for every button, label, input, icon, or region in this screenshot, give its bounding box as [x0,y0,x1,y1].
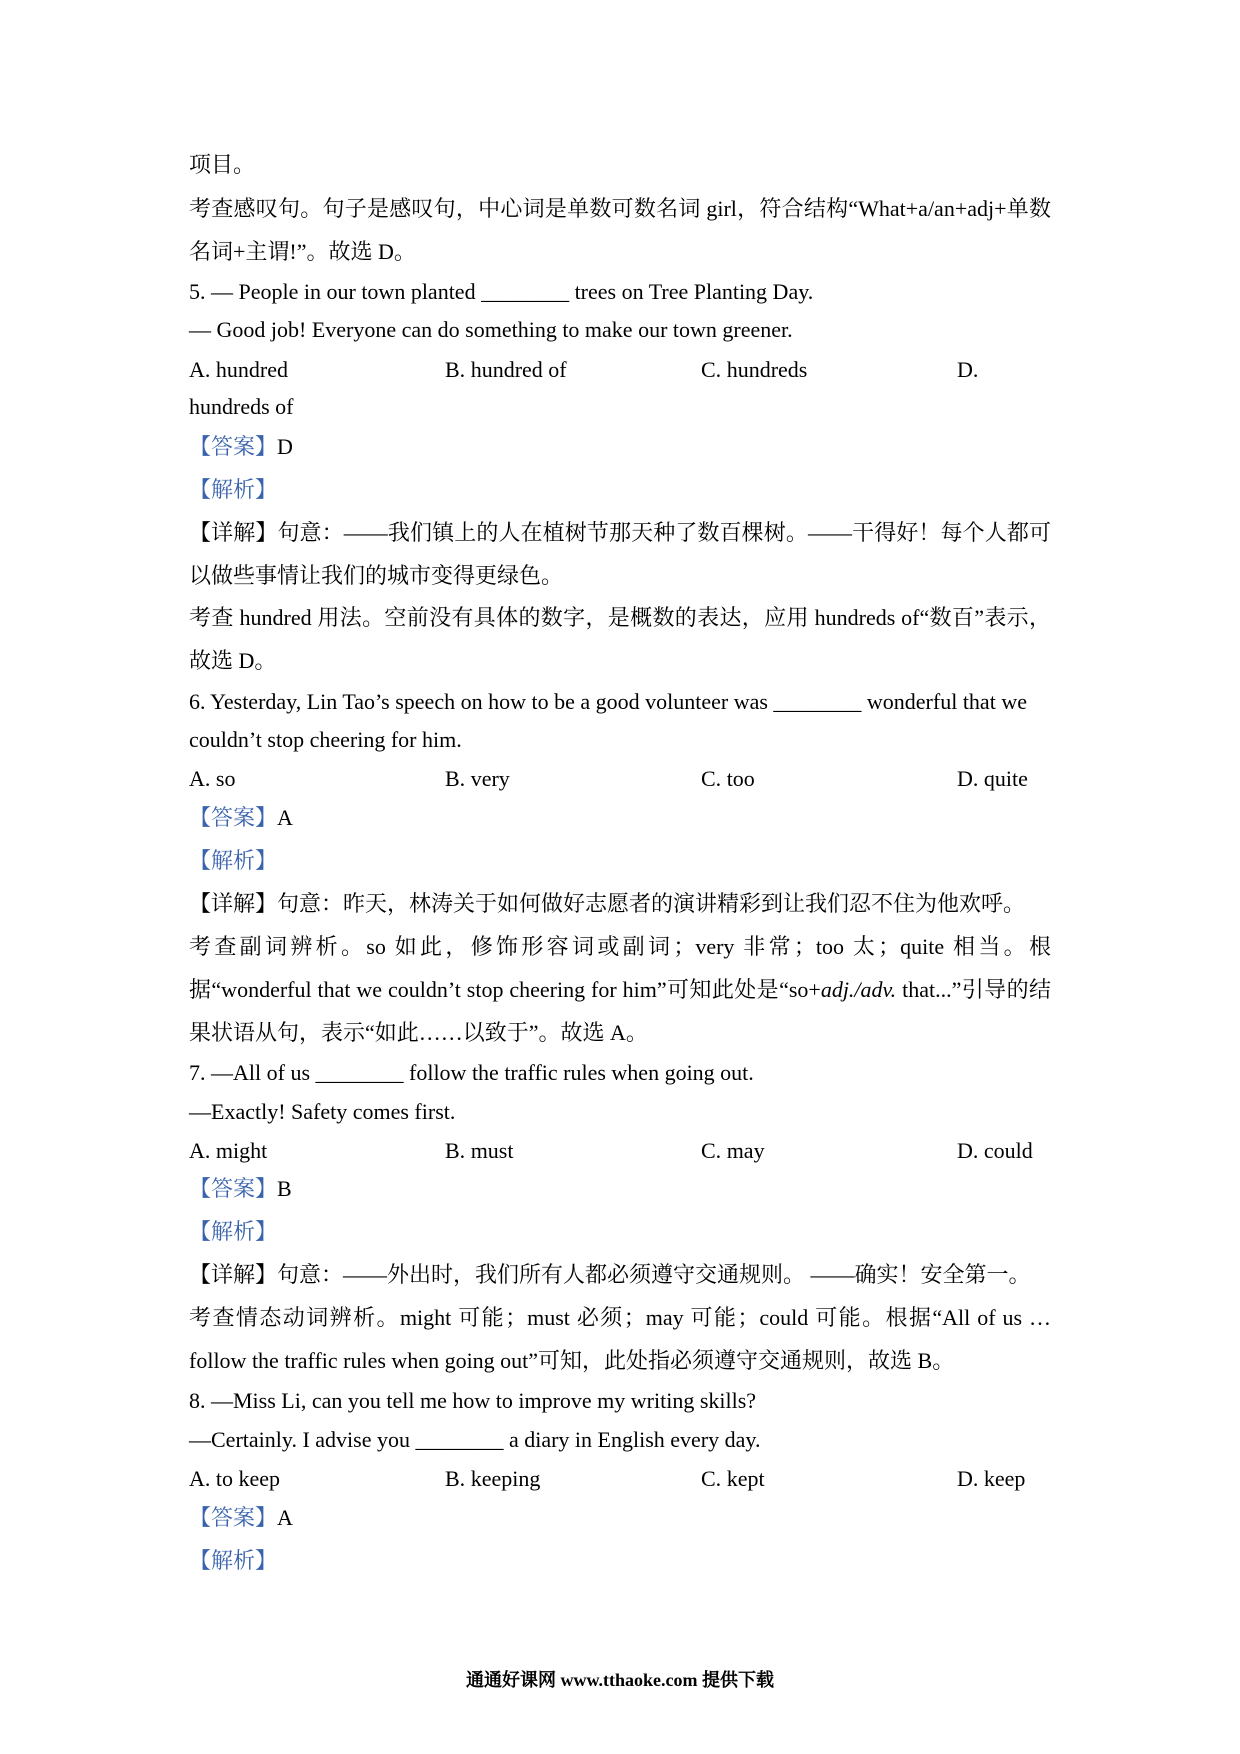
option-text: might [215,1138,268,1163]
option-text: must [470,1138,514,1163]
option-label: B. [445,766,466,791]
option-d [957,1138,1033,1163]
option-text: hundred [215,357,288,382]
question-5-answer [189,425,1051,468]
question-7-answer [189,1167,1051,1210]
option-label: C. [701,766,722,791]
option-label: C. [701,1138,722,1163]
option-label: B. [445,1138,466,1163]
option-label: B. [445,1466,466,1491]
continuation-analysis: 考查感叹句。句子是感叹句，中心词是单数可数名词 girl，符合结构“What+a/an+adj+单数名词+主谓!”。故选 D。 [189,196,1051,264]
option-label: C. [701,1466,722,1491]
option-label: B. [445,357,466,382]
option-label: A. [189,1138,211,1163]
option-label: A. [189,766,211,791]
explanation-text: 考查副词辨析。so 如此，修饰形容词或副词；very 非常；too 太；quite 相当。根据“wonderful that we couldn’t stop cheering for him”可知此处是“so+ [189,934,1051,1002]
option-text: quite [983,766,1028,791]
question-8-options [189,1460,1051,1497]
option-label: A. [189,1466,211,1491]
option-label: D. [957,357,979,382]
question-5-explanation: 考查 hundred 用法。空前没有具体的数字，是概数的表达，应用 hundreds of“数百”表示，故选 D。 [189,605,1051,673]
question-5-detail: 【详解】句意：——我们镇上的人在植树节那天种了数百棵树。——干得好！每个人都可以做些事情让我们的城市变得更绿色。 [189,520,1051,588]
answer-tag: 【答案】 [189,1176,278,1201]
question-8-stem-line-1: 8. —Miss Li, can you tell me how to improve my writing skills? [189,1388,757,1413]
answer-value: A [277,1505,293,1530]
continuation-line: 项目。 [189,152,256,177]
option-d [957,766,1028,791]
option-text: could [983,1138,1033,1163]
question-5-options [189,351,1051,425]
option-label: D. [957,766,979,791]
question-7-explanation: 考查情态动词辨析。might 可能；must 必须；may 可能；could 可能。根据“All of us … follow the traffic rules when going out”可知，此处指必须遵守交通规则，故选 B。 [189,1305,1051,1373]
explanation-italic-text: adj./adv. [820,977,897,1002]
question-6-stem: 6. Yesterday, Lin Tao’s speech on how to be a good volunteer was ________ wonderful that we couldn’t stop cheering for him. [189,689,1027,752]
option-label: C. [701,357,722,382]
question-6-answer [189,796,1051,839]
option-text: keep [983,1466,1026,1491]
question-5-stem-line-2: — Good job! Everyone can do something to make our town greener. [189,317,793,342]
option-label: D. [957,1138,979,1163]
footer-download-note: 通通好课网 www.tthaoke.com 提供下载 [466,1670,774,1690]
question-5-analysis-tag: 【解析】 [189,477,278,502]
option-text: keeping [470,1466,541,1491]
answer-value: A [277,805,293,830]
question-6-detail: 【详解】句意：昨天，林涛关于如何做好志愿者的演讲精彩到让我们忍不住为他欢呼。 [189,891,1026,916]
option-text: hundreds of [189,394,294,419]
option-d [957,1466,1025,1491]
option-b [445,1460,701,1497]
option-text: may [726,1138,765,1163]
option-text: very [470,766,510,791]
option-c [701,1460,957,1497]
question-8-answer [189,1496,1051,1539]
option-text: so [215,766,236,791]
answer-tag: 【答案】 [189,434,278,459]
option-text: hundreds [726,357,808,382]
option-label: A. [189,357,211,382]
answer-tag: 【答案】 [189,805,278,830]
question-6-options [189,760,1051,797]
question-6-explanation [189,925,1051,1054]
question-8-analysis-tag: 【解析】 [189,1548,278,1573]
question-5-stem-line-1: 5. — People in our town planted ________ trees on Tree Planting Day. [189,279,814,304]
explanation-text: that...”引导的结果状语从句，表示“如此……以致于”。故选 A。 [189,977,1051,1045]
option-a [189,1460,445,1497]
question-6-analysis-tag: 【解析】 [189,848,278,873]
question-7-detail: 【详解】句意：——外出时，我们所有人都必须遵守交通规则。 ——确实！安全第一。 [189,1262,1031,1287]
option-label: D. [957,1466,979,1491]
option-a [189,351,445,388]
option-b [445,1132,701,1169]
option-text: too [726,766,755,791]
option-b [445,351,701,388]
option-c [701,351,957,388]
option-a [189,1132,445,1169]
answer-tag: 【答案】 [189,1505,278,1530]
option-c [701,760,957,797]
answer-value: B [277,1176,292,1201]
question-7-analysis-tag: 【解析】 [189,1219,278,1244]
option-a [189,760,445,797]
option-b [445,760,701,797]
question-7-options [189,1132,1051,1169]
question-7-stem-line-2: —Exactly! Safety comes first. [189,1099,456,1124]
option-text: to keep [215,1466,281,1491]
option-text: hundred of [470,357,567,382]
option-text: kept [726,1466,765,1491]
question-8-stem-line-2: —Certainly. I advise you ________ a diary in English every day. [189,1427,761,1452]
option-c [701,1132,957,1169]
question-7-stem-line-1: 7. —All of us ________ follow the traffic rules when going out. [189,1060,754,1085]
answer-value: D [277,434,293,459]
